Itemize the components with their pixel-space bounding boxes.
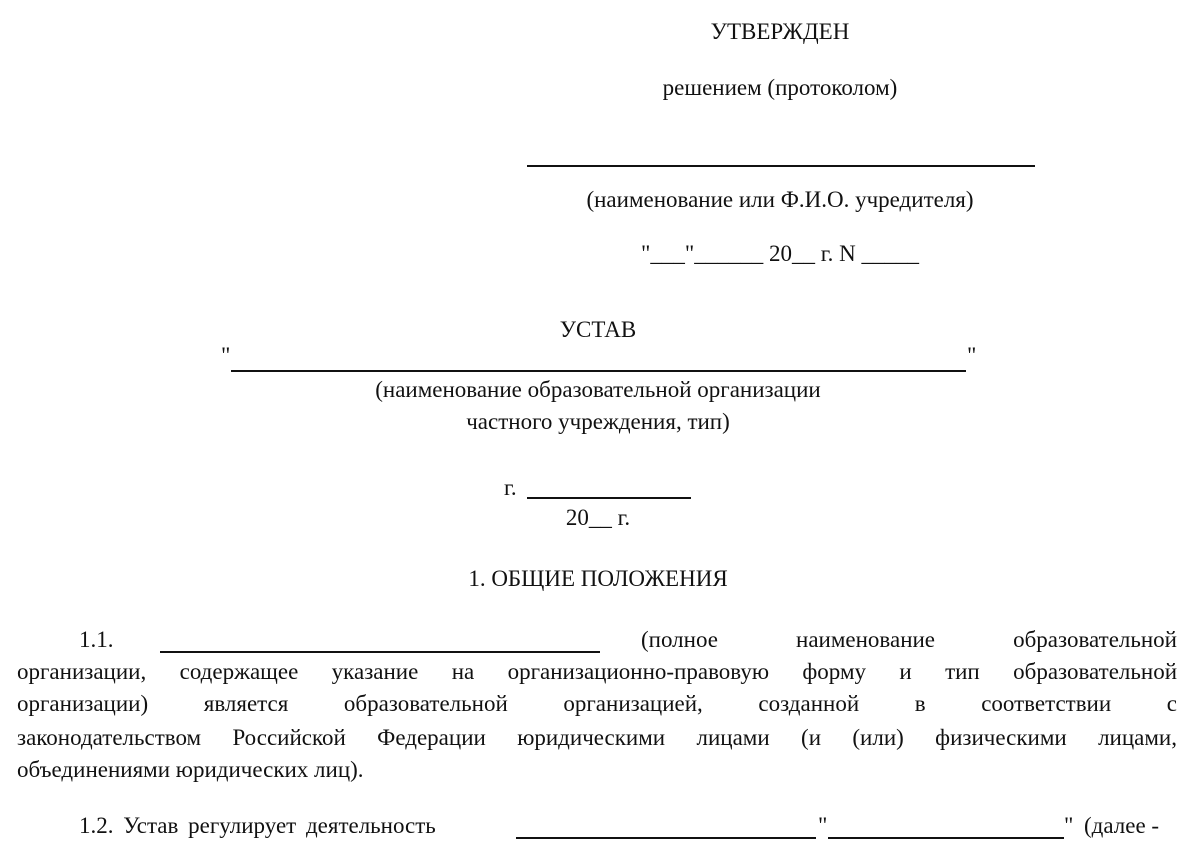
founder-name-field[interactable] (527, 165, 1035, 167)
line1-word-2: наименование (796, 627, 936, 652)
quote-close-1-2: " (1064, 813, 1074, 838)
quote-open-1-2: " (818, 813, 828, 838)
paragraph-1-2-end: (далее - (1084, 813, 1160, 838)
city-prefix: г. (504, 475, 517, 500)
paragraph-1-1-line1-tail (641, 626, 1177, 654)
line1-word-3: образовательной (1013, 627, 1177, 652)
paragraph-1-1-line3: организации) является образовательной организацией, созданной в соответствии с (17, 691, 1177, 716)
section-heading: 1. ОБЩИЕ ПОЛОЖЕНИЯ (468, 566, 728, 591)
paragraph-1-1-line4: законодательством Российской Федерации юридическими лицами (и (или) физическими лицами, (17, 725, 1177, 750)
approval-decision-text: решением (протоколом) (662, 75, 898, 100)
organization-caption-line2: частного учреждения, тип) (466, 409, 730, 434)
approved-heading: УТВЕРЖДЕН (710, 19, 850, 44)
city-field[interactable] (527, 497, 691, 499)
organization-name-field[interactable] (231, 370, 966, 372)
founder-caption: (наименование или Ф.И.О. учредителя) (586, 187, 974, 212)
paragraph-1-1-line5: объединениями юридических лиц). (17, 757, 364, 782)
date-number-line[interactable]: "___"______ 20__ г. N _____ (641, 241, 919, 266)
activity-field-1[interactable] (516, 837, 816, 839)
line1-word-1: (полное (641, 627, 718, 652)
paragraph-1-1-number: 1.1. (79, 627, 114, 652)
quote-close: " (967, 343, 977, 368)
activity-field-2[interactable] (828, 837, 1064, 839)
full-name-field[interactable] (160, 651, 600, 653)
quote-open: " (221, 343, 231, 368)
paragraph-1-1-line2: организации, содержащее указание на организационно-правовую форму и тип образовательной (17, 659, 1177, 684)
paragraph-1-2-start: 1.2. Устав регулирует деятельность (79, 813, 436, 838)
charter-title: УСТАВ (559, 317, 637, 342)
year-line: 20__ г. (565, 505, 631, 530)
organization-caption-line1: (наименование образовательной организации (375, 377, 821, 402)
